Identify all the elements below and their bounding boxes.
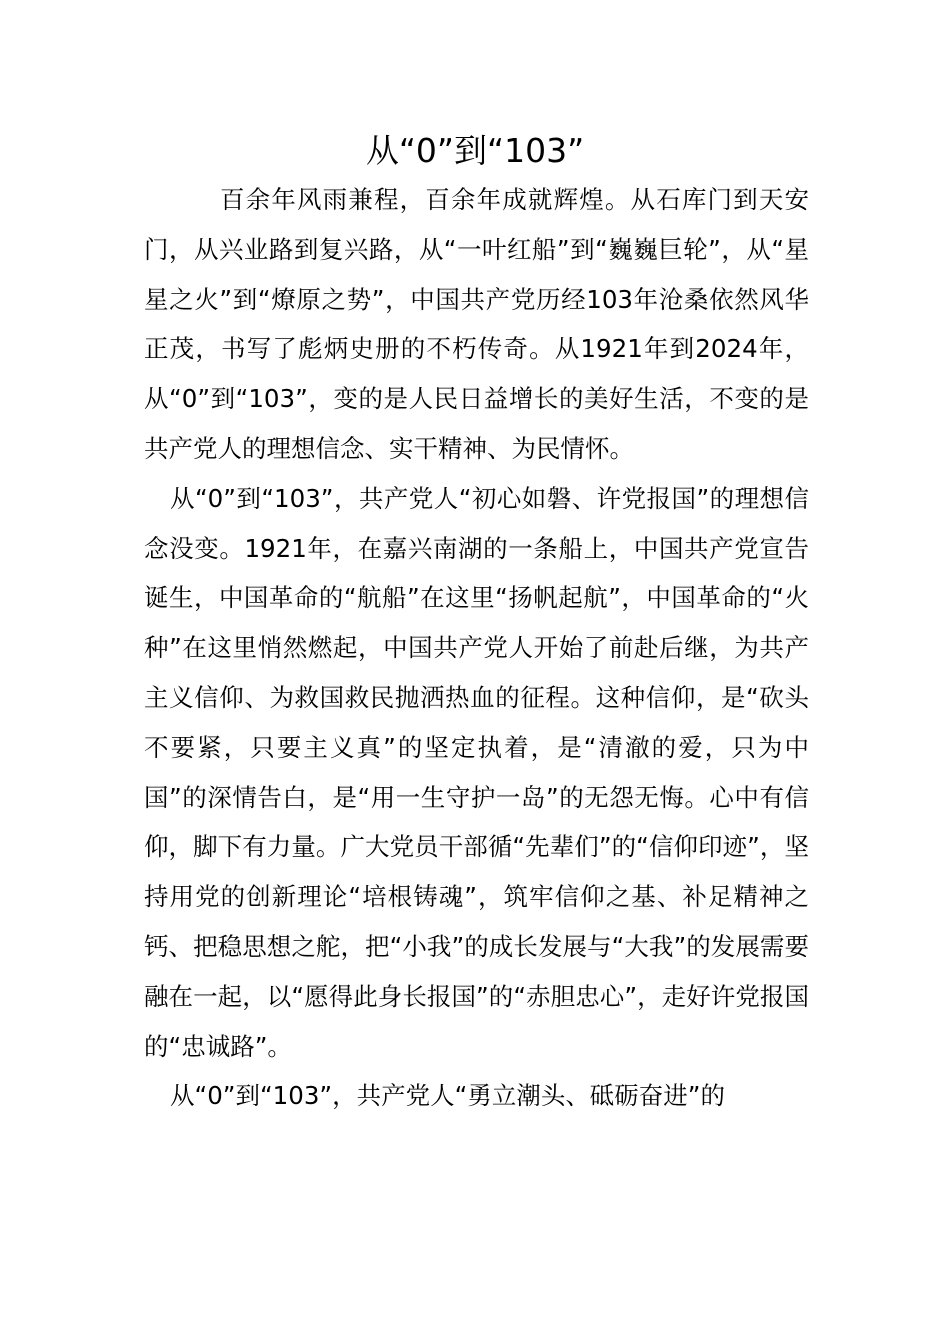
document-body xyxy=(144,175,809,1121)
paragraph-1: 百余年风雨兼程，百余年成就辉煌。从石库门到天安门，从兴业路到复兴路，从“一叶红船”到“巍巍巨轮”，从“星星之火”到“燎原之势”，中国共产党历经103年沧桑依然风华正茂，书写了彪炳史册的不朽传奇。从1921年到2024年，从“0”到“103”，变的是人民日益增长的美好生活，不变的是共产党人的理想信念、实干精神、为民情怀。 xyxy=(144,185,809,463)
paragraph-3: 从“0”到“103”，共产党人“勇立潮头、砥砺奋进”的 xyxy=(170,1081,726,1111)
paragraph-2: 从“0”到“103”，共产党人“初心如磐、许党报国”的理想信念没变。1921年，在嘉兴南湖的一条船上，中国共产党宣告诞生，中国革命的“航船”在这里“扬帆起航”，中国革命的“火种”在这里悄然燃起，中国共产党人开始了前赴后继，为共产主义信仰、为救国救民抛洒热血的征程。这种信仰，是“砍头不要紧，只要主义真”的坚定执着，是“清澈的爱，只为中国”的深情告白，是“用一生守护一岛”的无怨无悔。心中有信仰，脚下有力量。广大党员干部循“先辈们”的“信仰印迹”，坚持用党的创新理论“培根铸魂”，筑牢信仰之基、补足精神之钙、把稳思想之舵，把“小我”的成长发展与“大我”的发展需要融在一起，以“愿得此身长报国”的“赤胆忠心”，走好许党报国的“忠诚路”。 xyxy=(144,483,809,1061)
document-title: 从“0”到“103” xyxy=(365,131,585,170)
